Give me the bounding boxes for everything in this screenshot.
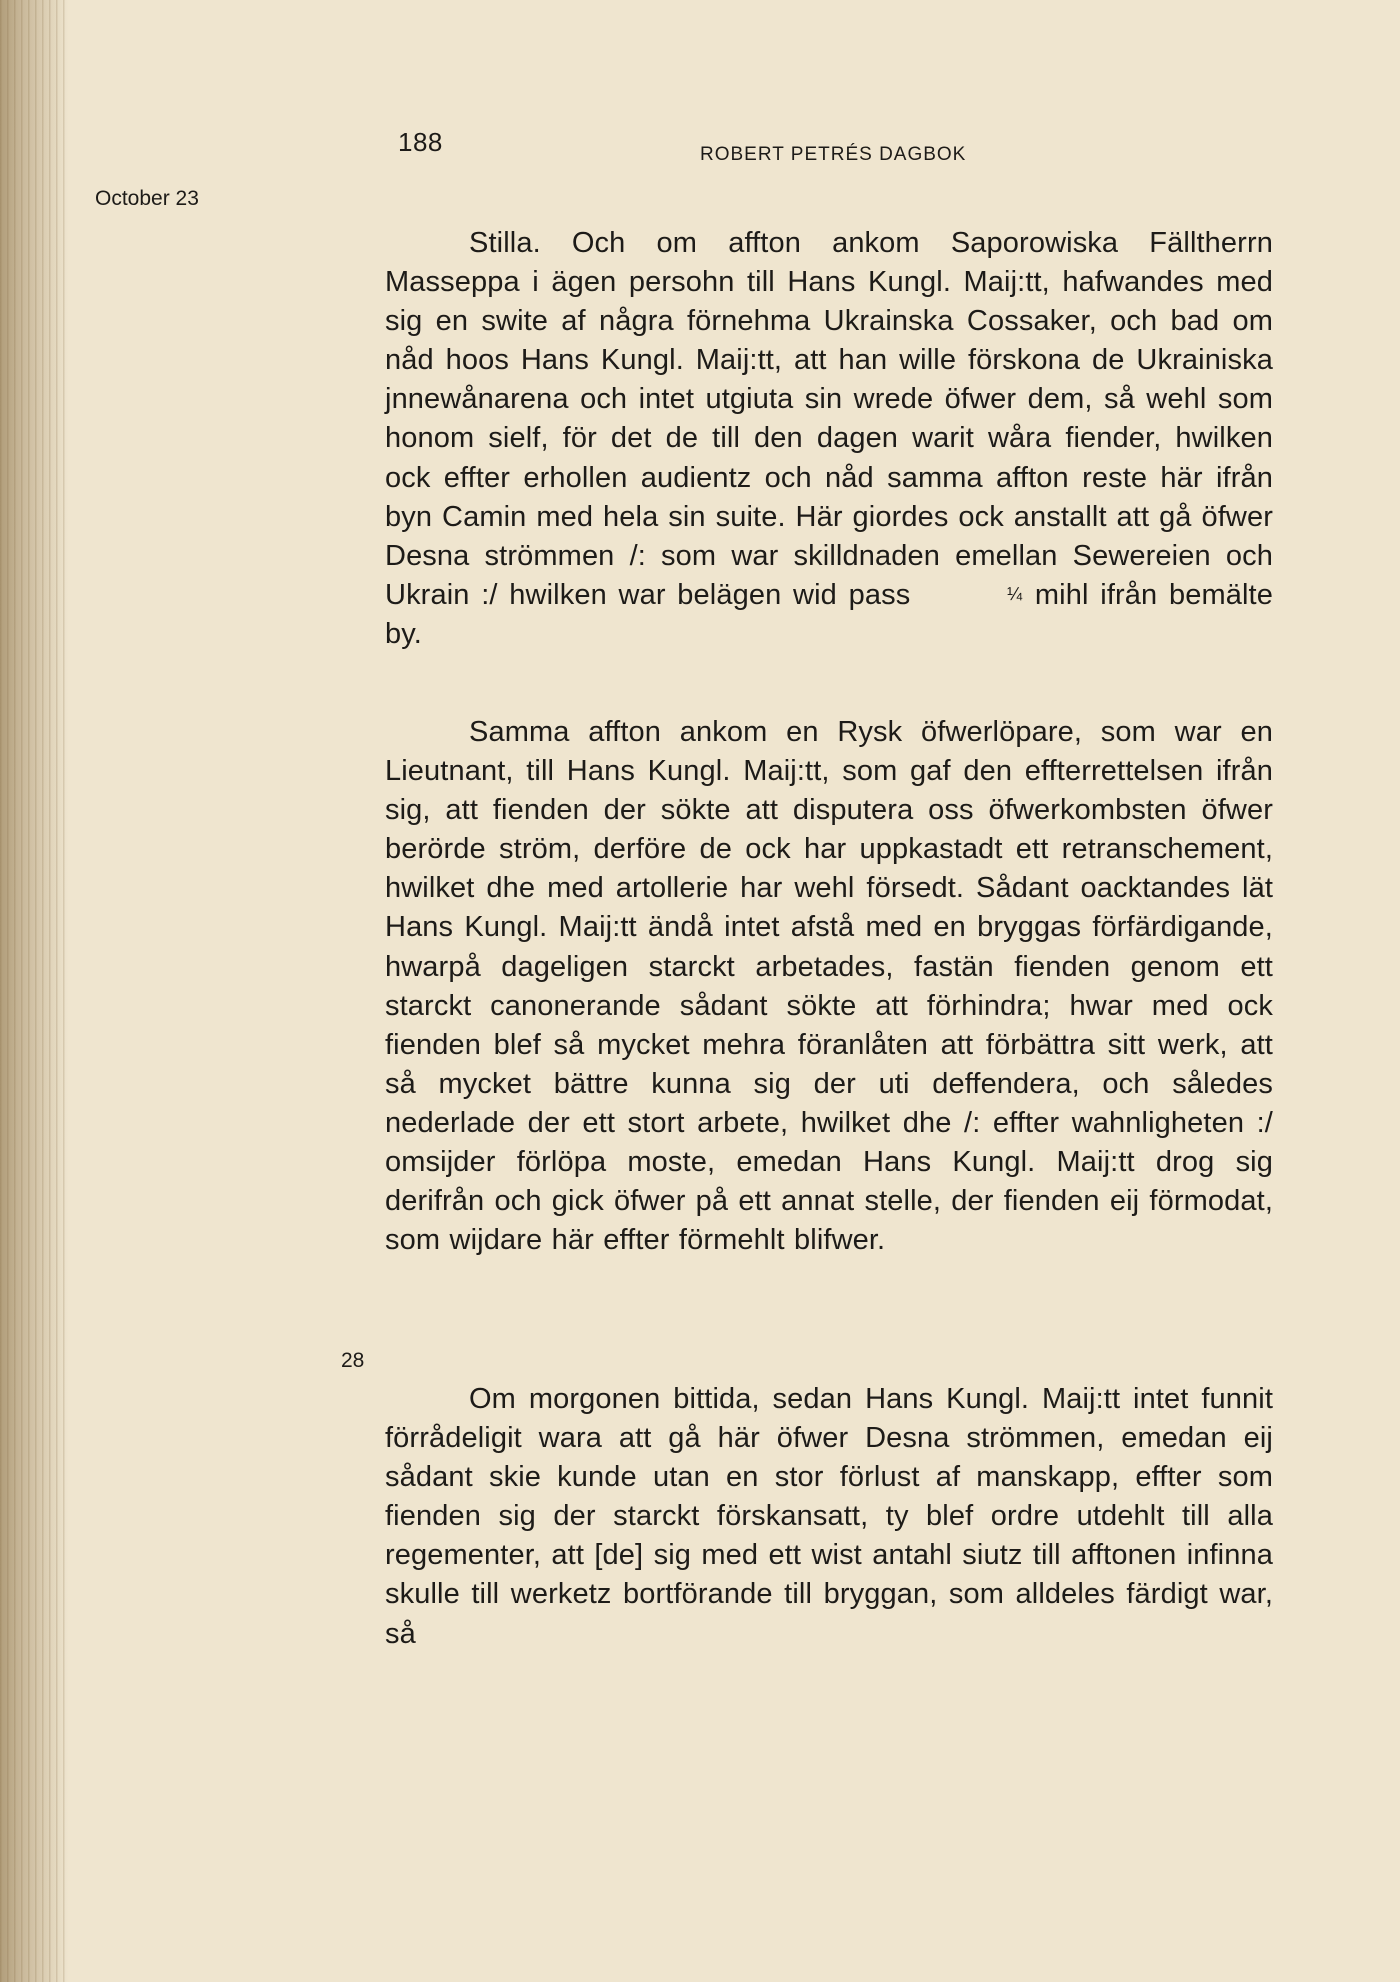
- paragraph-ending: mihl ifrån bemälte by.: [385, 578, 1273, 650]
- paragraph-text: Om morgonen bittida, sedan Hans Kungl. Maij:tt intet funnit förrådeligit wara att gå här öfwer Desna strömmen, emedan eij sådant skie kunde utan en stor förlust af manskapp, effter som fienden sig der starckt förskansatt, ty blef ordre utdehlt till alla regementer, att [de] sig med ett wist antahl siutz till afftonen infinna skulle till werketz bortförande till bryggan, som alldeles färdigt war, så: [385, 1383, 1273, 1650]
- distance-fraction: ¼: [1007, 583, 1023, 604]
- margin-day: 28: [341, 1349, 365, 1372]
- margin-date: October 23: [95, 187, 199, 210]
- paragraph-day-28: [385, 1380, 1273, 1654]
- running-title: ROBERT PETRÉS DAGBOK: [700, 144, 967, 165]
- page-header: [398, 127, 1048, 167]
- page-number: 188: [398, 127, 443, 157]
- paragraph-text: Stilla. Och om affton ankom Saporowiska Fälltherrn Masseppa i ägen persohn till Hans Kungl. Maij:tt, hafwandes med sig en swite af några förnehma Ukrainska Cossaker, och bad om nåd hoos Hans Kungl. Maij:tt, att han wille förskona de Ukrainiska jnnewånarena och intet utgiuta sin wrede öfwer dem, så wehl som honom sielf, för det de till den dagen warit wåra fiender, hwilken ock effter erhollen audientz och nåd samma affton reste här ifrån byn Camin med hela sin suite. Här giordes ock anstallt att gå öfwer Desna strömmen /: som war skilldnaden emellan Sewereien och Ukrain :/ hwilken war belägen wid pass: [385, 227, 1273, 611]
- paragraph-october-23: [385, 224, 1273, 654]
- paragraph-text: Samma affton ankom en Rysk öfwerlöpare, som war en Lieutnant, till Hans Kungl. Maij:tt, som gaf den effterrettelsen ifrån sig, att fienden der sökte att disputera oss öfwerkombsten öfwer berörde ström, derföre de ock har uppkastadt ett retranschement, hwilket dhe med artollerie har wehl försedt. Sådant oacktandes lät Hans Kungl. Maij:tt ändå intet afstå med en bryggas förfärdigande, hwarpå dageligen starckt arbetades, fastän fienden genom ett starckt canonerande sådant sökte att förhindra; hwar med ock fienden blef så mycket mehra föranlåten att förbättra sitt werk, att så mycket bättre kunna sig der uti deffendera, och således nederlade der ett stort arbete, hwilket dhe /: effter wahnligheten :/ omsijder förlöpa moste, emedan Hans Kungl. Maij:tt drog sig derifrån och gick öfwer på ett annat stelle, der fienden eij förmodat, som wijdare här effter förmehlt blifwer.: [385, 716, 1273, 1257]
- paragraph-russian-deserter: [385, 713, 1273, 1260]
- book-gutter: [0, 0, 68, 1982]
